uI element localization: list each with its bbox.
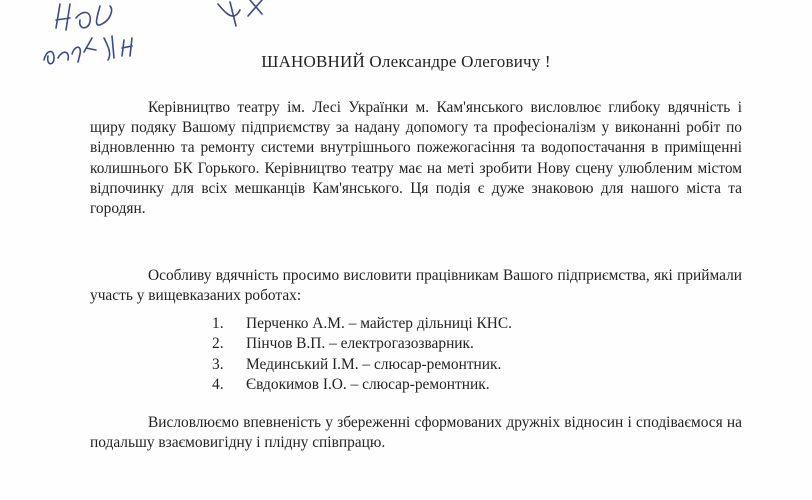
list-item xyxy=(212,334,512,354)
list-item-number: 1. xyxy=(212,315,224,332)
list-item xyxy=(212,355,512,375)
paragraph-closing: Висловлюємо впевненість у збереженні сформованих дружніх відносин і сподіваємося на подальшу взаємовигідну і плідну співпрацю. xyxy=(90,414,742,452)
list-item-number: 3. xyxy=(212,355,224,373)
paragraph-special-thanks: Особливу вдячність просимо висловити працівникам Вашого підприємства, які приймали участь у вищевказаних роботах: xyxy=(90,267,742,305)
workers-list xyxy=(212,314,512,396)
list-item-text: Пінчов В.П. – електрогазозварник. xyxy=(246,335,474,353)
list-item xyxy=(212,314,512,334)
paragraph-gratitude: Керівництво театру ім. Лесі Українки м. Кам'янського висловлює глибоку вдячність і щиру подяку Вашому підприємству за надану допомогу та професіоналізм у виконанні робіт по відновленню та ремонту системи внутрішнього пожежогасіння та водопостачання в приміщенні колишнього БК Горького. Керівництво театру має на меті зробити Нову сцену улюбленим містом відпочинку для всіх мешканців Кам'янського. Ця подія є дуже знаковою для нашого міста та городян. xyxy=(90,99,742,218)
list-item-text: Перченко А.М. – майстер дільниці КНС. xyxy=(246,315,512,332)
list-item-number: 4. xyxy=(212,376,224,394)
list-item-text: Мединський І.М. – слюсар-ремонтник. xyxy=(246,355,502,373)
greeting: ШАНОВНИЙ Олександре Олеговичу ! xyxy=(261,52,551,71)
list-item-number: 2. xyxy=(212,335,224,353)
list-item-text: Євдокимов І.О. – слюсар-ремонтник. xyxy=(246,376,490,394)
list-item xyxy=(212,375,512,395)
